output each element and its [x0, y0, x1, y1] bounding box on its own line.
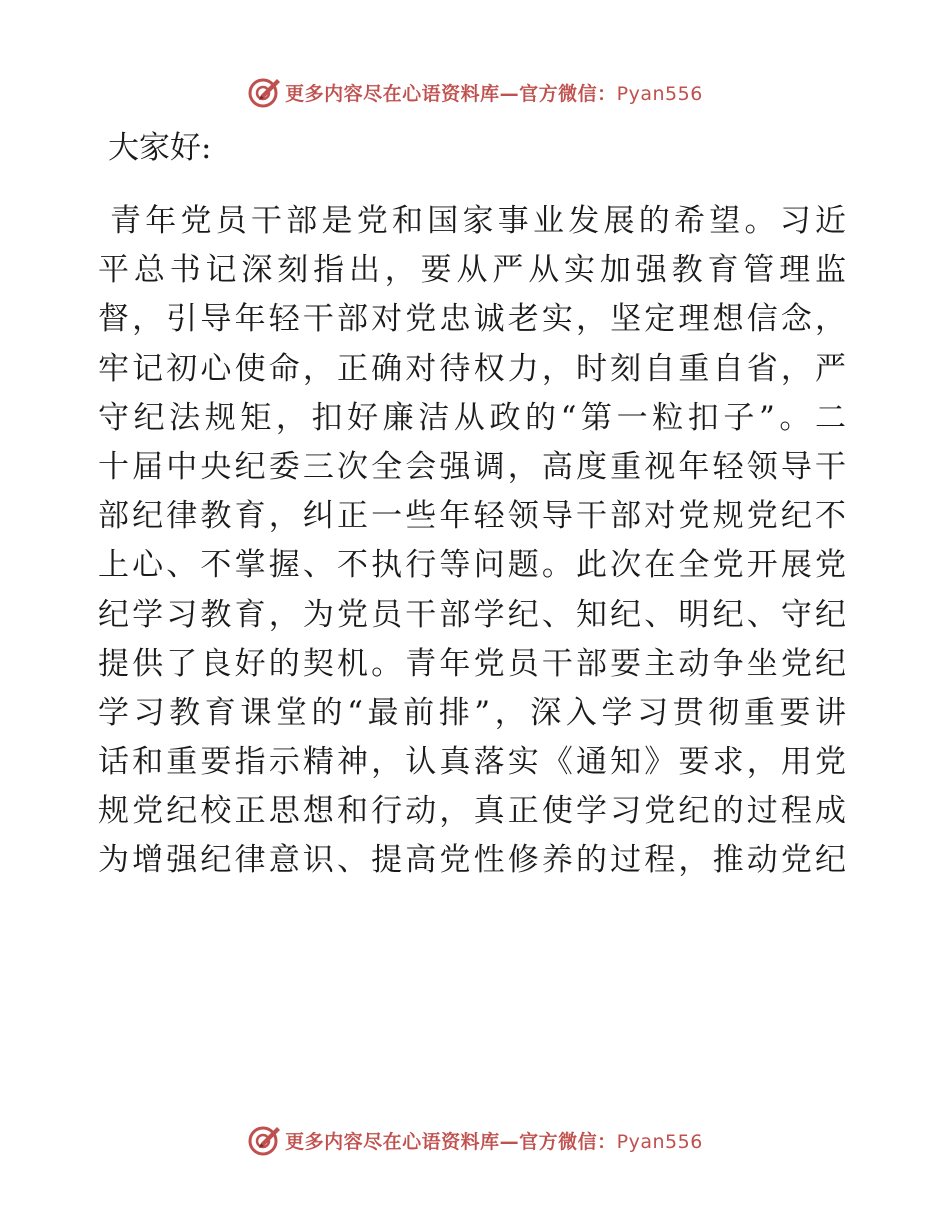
header-banner-label: 更多内容尽在心语资料库—官方微信：	[285, 82, 617, 105]
footer-banner-label: 更多内容尽在心语资料库—官方微信：	[285, 1130, 617, 1153]
text-line: 学习教育课堂的“最前排”，深入学习贯彻重要讲	[98, 694, 846, 731]
pen-logo-icon	[247, 75, 281, 109]
text-line: 牢记初心使命，正确对待权力，时刻自重自省，严	[98, 350, 846, 387]
footer-wechat-handle: Pyan556	[616, 1130, 703, 1153]
text-line: 纪学习教育，为党员干部学纪、知纪、明纪、守纪	[98, 596, 846, 633]
text-line: 十届中央纪委三次全会强调，高度重视年轻领导干	[98, 448, 846, 485]
text-line: 守纪法规矩，扣好廉洁从政的“第一粒扣子”。二	[98, 399, 846, 436]
footer-banner	[0, 1120, 950, 1160]
text-line: 提供了良好的契机。青年党员干部要主动争坐党纪	[98, 645, 846, 682]
header-banner-text	[285, 79, 703, 106]
text-line: 上心、不掌握、不执行等问题。此次在全党开展党	[98, 547, 846, 584]
header-wechat-handle: Pyan556	[616, 82, 703, 105]
footer-banner-text	[285, 1127, 703, 1154]
text-line: 督，引导年轻干部对党忠诚老实，坚定理想信念，	[98, 301, 846, 338]
text-line: 规党纪校正思想和行动，真正使学习党纪的过程成	[98, 793, 846, 830]
pen-logo-icon	[247, 1123, 281, 1157]
text-line: 平总书记深刻指出，要从严从实加强教育管理监	[98, 252, 846, 289]
text-line: 为增强纪律意识、提高党性修养的过程，推动党纪	[98, 842, 846, 879]
text-line: 话和重要指示精神，认真落实《通知》要求，用党	[98, 744, 846, 781]
header-banner	[0, 72, 950, 112]
text-line: 青年党员干部是党和国家事业发展的希望。习近	[110, 203, 846, 239]
document-body	[98, 197, 846, 886]
greeting: 大家好:	[108, 130, 212, 166]
text-line: 部纪律教育，纠正一些年轻领导干部对党规党纪不	[98, 498, 846, 535]
